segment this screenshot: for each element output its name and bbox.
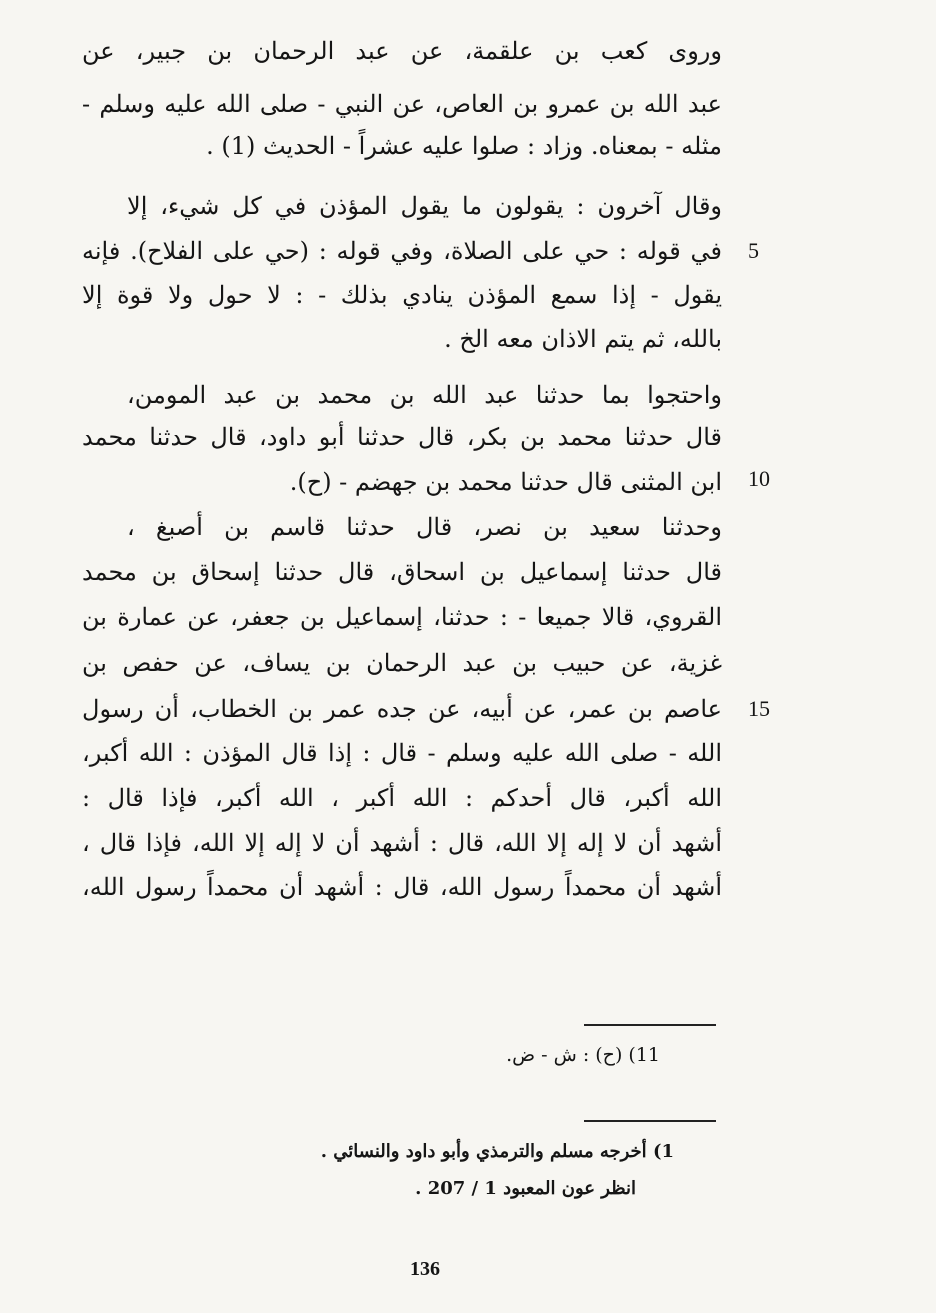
- text-line: وقال آخرون : يقولون ما يقول المؤذن في كل شيء، إلا: [127, 192, 722, 220]
- text-line: الله أكبر، قال أحدكم : الله أكبر ، الله أكبر، فإذا قال :: [82, 784, 722, 812]
- text-line: وروى كعب بن علقمة، عن عبد الرحمان بن جبير، عن: [82, 37, 722, 65]
- text-line: غزية، عن حبيب بن عبد الرحمان بن يساف، عن حفص بن: [82, 649, 722, 677]
- line-number: 10: [748, 466, 770, 491]
- text-line: القروي، قالا جميعا - : حدثنا، إسماعيل بن جعفر، عن عمارة بن: [82, 603, 722, 631]
- text-line: يقول - إذا سمع المؤذن ينادي بذلك - : لا حول ولا قوة إلا: [82, 281, 722, 309]
- text-line: واحتجوا بما حدثنا عبد الله بن محمد بن عبد المومن،: [127, 381, 723, 409]
- footnote-rule: [584, 1024, 716, 1026]
- text-line: وحدثنا سعيد بن نصر، قال حدثنا قاسم بن أصبغ ،: [127, 513, 722, 541]
- text-line: ابن المثنى قال حدثنا محمد بن جهضم - (ح).: [289, 468, 722, 496]
- footnote-rule: [584, 1120, 716, 1122]
- line-number: 15: [748, 696, 770, 721]
- text-line: عاصم بن عمر، عن أبيه، عن جده عمر بن الخطاب، أن رسول: [82, 695, 723, 723]
- footnote: 1) أخرجه مسلم والترمذي وأبو داود والنسائي .: [320, 1141, 674, 1162]
- apparatus-note: 11) (ح) : ش - ض.: [506, 1044, 660, 1066]
- text-line: عبد الله بن عمرو بن العاص، عن النبي - صلى الله عليه وسلم -: [82, 90, 722, 118]
- text-line: أشهد أن محمداً رسول الله، قال : أشهد أن محمداً رسول الله،: [82, 873, 722, 901]
- footnote: انظر عون المعبود 1 / 207 .: [415, 1178, 636, 1199]
- text-line: في قوله : حي على الصلاة، وفي قوله : (حي على الفلاح). فإنه: [82, 237, 722, 265]
- page-number: 136: [410, 1258, 440, 1280]
- text-line: قال حدثنا محمد بن بكر، قال حدثنا أبو داود، قال حدثنا محمد: [82, 423, 722, 451]
- text-line: بالله، ثم يتم الاذان معه الخ .: [444, 325, 722, 353]
- text-line: أشهد أن لا إله إلا الله، قال : أشهد أن لا إله إلا الله، فإذا قال ،: [82, 829, 722, 857]
- text-line: قال حدثنا إسماعيل بن اسحاق، قال حدثنا إسحاق بن محمد: [82, 558, 722, 586]
- text-line: الله - صلى الله عليه وسلم - قال : إذا قال المؤذن : الله أكبر،: [82, 739, 722, 767]
- text-line: مثله - بمعناه. وزاد : صلوا عليه عشراً - الحديث (1) .: [206, 132, 722, 160]
- line-number: 5: [748, 238, 759, 263]
